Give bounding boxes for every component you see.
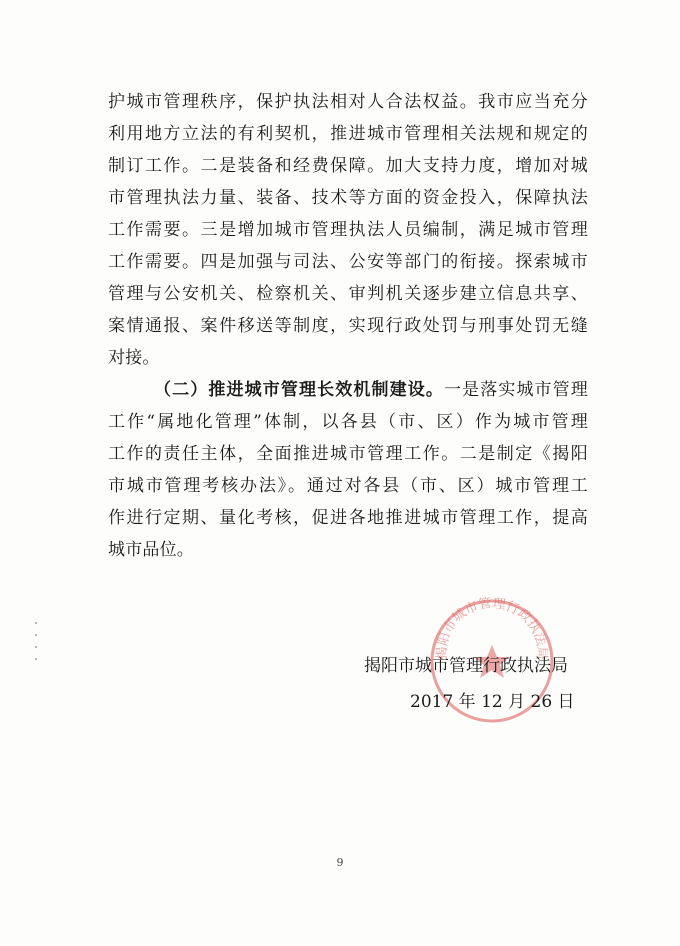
section-heading: （二）推进城市管理长效机制建设。 bbox=[154, 380, 444, 400]
body-text bbox=[108, 86, 588, 566]
page-number: 9 bbox=[336, 856, 344, 869]
paragraph-line: 市管理执法力量、装备、技术等方面的资金投入，保障执法 bbox=[108, 188, 588, 208]
paragraph-line: 工作需要。三是增加城市管理执法人员编制，满足城市管理 bbox=[108, 220, 588, 240]
issue-date: 2017 年 12 月 26 日 bbox=[410, 692, 575, 712]
paragraph-line: 利用地方立法的有利契机，推进城市管理相关法规和规定的 bbox=[108, 124, 588, 144]
paragraph-line: 管理与公安机关、检察机关、审判机关逐步建立信息共享、 bbox=[108, 284, 588, 304]
paragraph-line: 案情通报、案件移送等制度，实现行政处罚与刑事处罚无缝 bbox=[108, 316, 588, 336]
section-heading-line bbox=[108, 374, 588, 406]
paragraph-line: 工作的责任主体，全面推进城市管理工作。二是制定《揭阳 bbox=[108, 444, 588, 464]
paragraph-line: 制订工作。二是装备和经费保障。加大支持力度，增加对城 bbox=[108, 156, 588, 176]
paragraph-line: 作进行定期、量化考核，促进各地推进城市管理工作，提高 bbox=[108, 508, 588, 528]
issuing-organization: 揭阳市城市管理行政执法局 bbox=[364, 656, 568, 676]
paragraph-line: 市城市管理考核办法》。通过对各县（市、区）城市管理工 bbox=[108, 476, 588, 496]
binding-marks bbox=[34, 622, 40, 672]
section-heading-rest: 一是落实城市管理 bbox=[443, 380, 589, 400]
paragraph-line: 工作需要。四是加强与司法、公安等部门的衔接。探索城市 bbox=[108, 252, 588, 272]
paragraph-line: 城市品位。 bbox=[108, 540, 194, 560]
paragraph-line: 工作“属地化管理”体制，以各县（市、区）作为城市管理 bbox=[108, 412, 588, 432]
paragraph-line: 对接。 bbox=[108, 348, 160, 368]
paragraph-line: 护城市管理秩序，保护执法相对人合法权益。我市应当充分 bbox=[108, 92, 588, 112]
seal-text: 揭阳市城市管理行政执法局 bbox=[434, 597, 550, 660]
signature-block bbox=[364, 648, 594, 720]
